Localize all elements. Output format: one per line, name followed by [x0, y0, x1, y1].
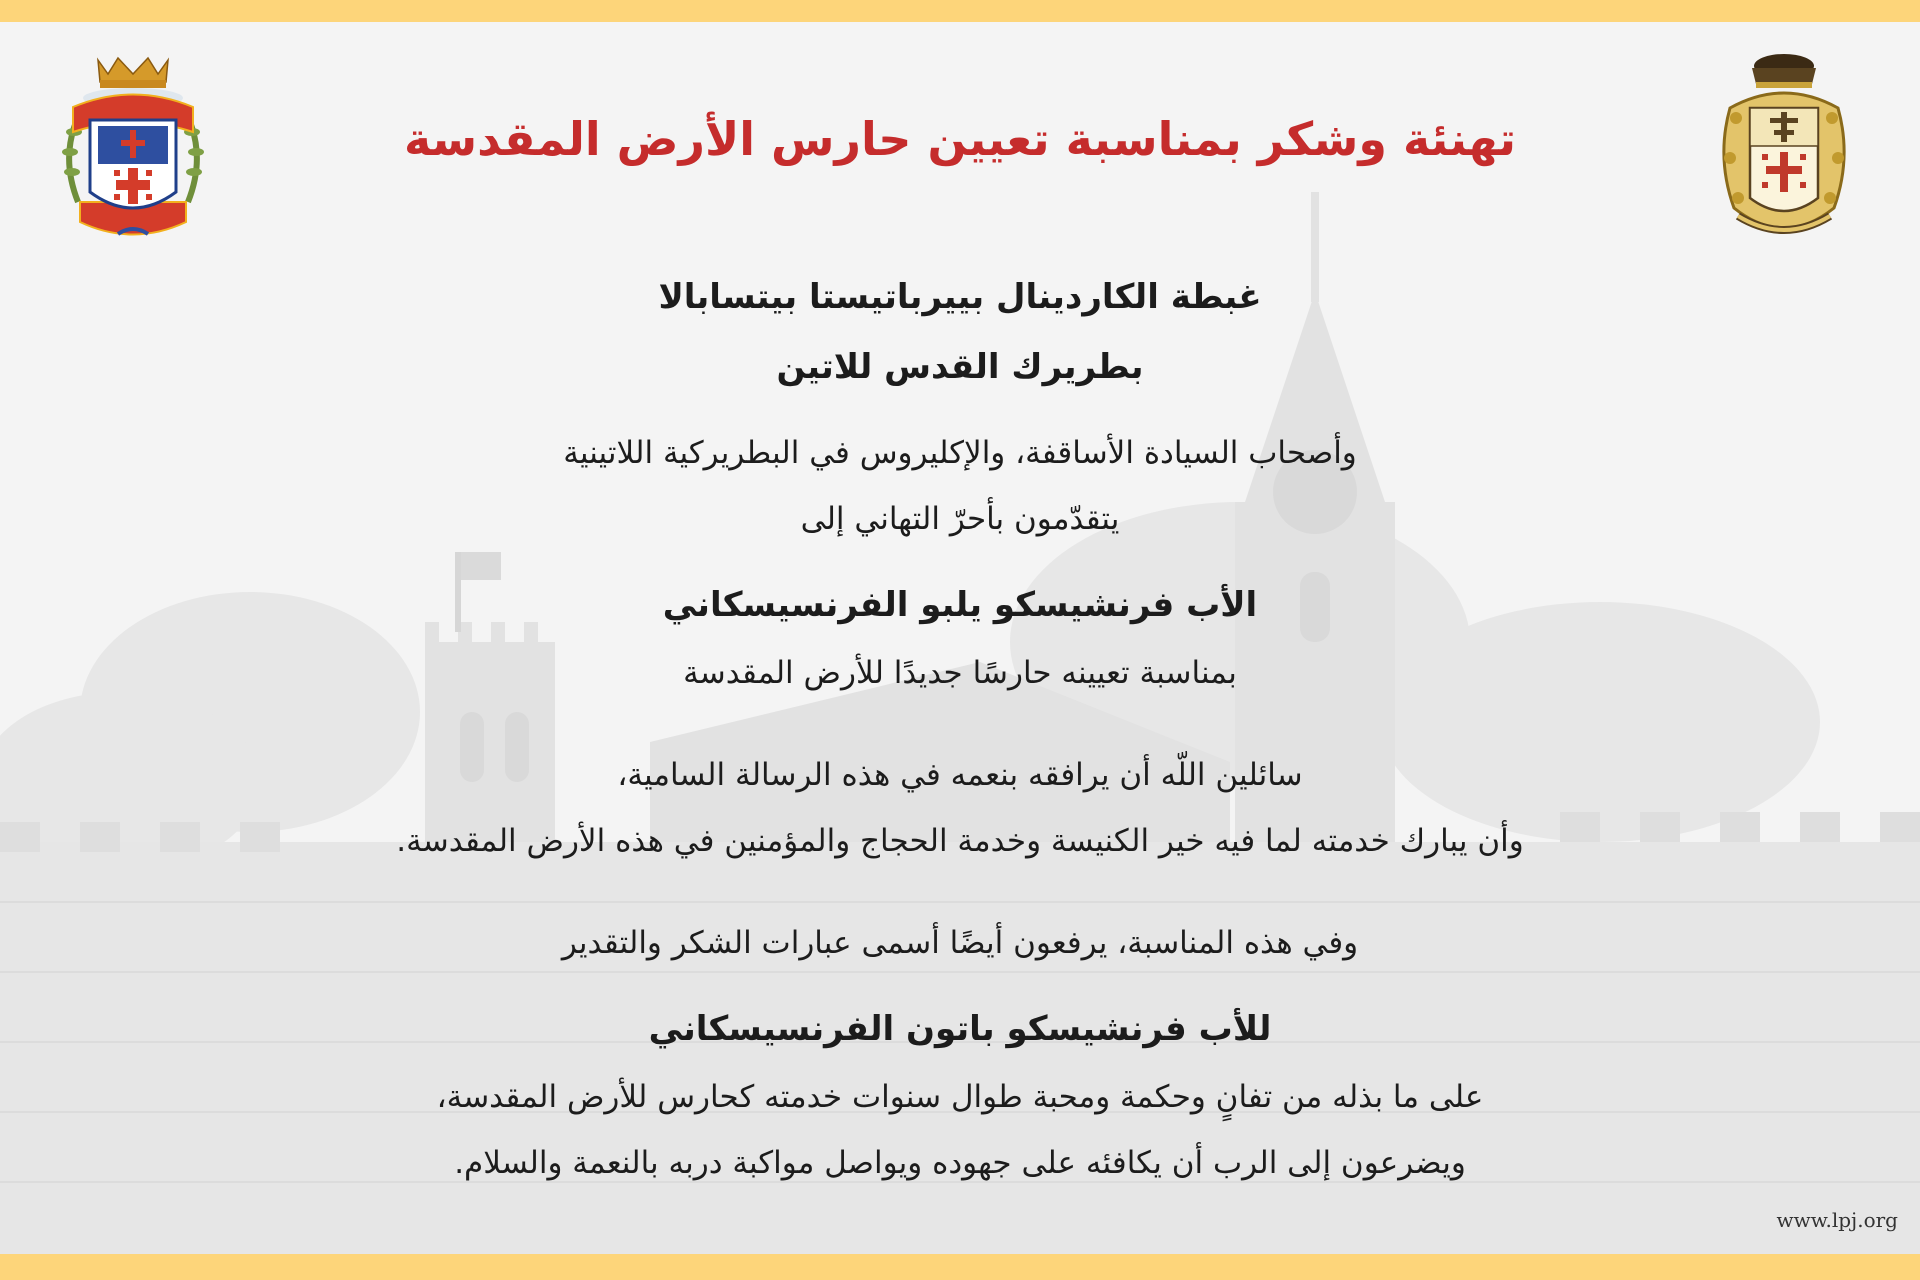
- occasion-line: بمناسبة تعيينه حارسًا جديدًا للأرض المقدسة: [683, 655, 1237, 691]
- bottom-accent-band: [0, 1254, 1920, 1280]
- latin-patriarchate-crest-logo: [58, 52, 208, 252]
- custody-holy-land-crest-logo: [1716, 48, 1852, 248]
- sender-name-line: غبطة الكاردينال بييرباتيستا بيتسابالا: [658, 277, 1262, 317]
- former-custos-name: للأب فرنشيسكو باتون الفرنسيسكاني: [648, 1009, 1272, 1049]
- new-custos-name: الأب فرنشيسكو يلبو الفرنسيسكاني: [662, 585, 1258, 625]
- website-url: www.lpj.org: [1776, 1208, 1898, 1232]
- prayer-line-2: وأن يبارك خدمته لما فيه خير الكنيسة وخدمة الحجاج والمؤمنين في هذه الأرض المقدسة.: [396, 823, 1524, 859]
- top-accent-band: [0, 0, 1920, 22]
- congratulations-intro-line: يتقدّمون بأحرّ التهاني إلى: [800, 501, 1120, 537]
- sender-title-line: بطريرك القدس للاتين: [776, 347, 1144, 387]
- closing-line-2: ويضرعون إلى الرب أن يكافئه على جهوده ويواصل مواكبة دربه بالنعمة والسلام.: [454, 1145, 1466, 1181]
- prayer-line-1: سائلين اللّه أن يرافقه بنعمه في هذه الرسالة السامية،: [617, 757, 1303, 793]
- page-title: تهنئة وشكر بمناسبة تعيين حارس الأرض المقدسة: [403, 112, 1517, 166]
- joined-clergy-line: وأصحاب السيادة الأساقفة، والإكليروس في البطريركية اللاتينية: [563, 435, 1357, 471]
- closing-line-1: على ما بذله من تفانٍ وحكمة ومحبة طوال سنوات خدمته كحارس للأرض المقدسة،: [436, 1079, 1484, 1115]
- message-body: [210, 262, 1710, 1196]
- thanks-line: وفي هذه المناسبة، يرفعون أيضًا أسمى عبارات الشكر والتقدير: [561, 925, 1359, 961]
